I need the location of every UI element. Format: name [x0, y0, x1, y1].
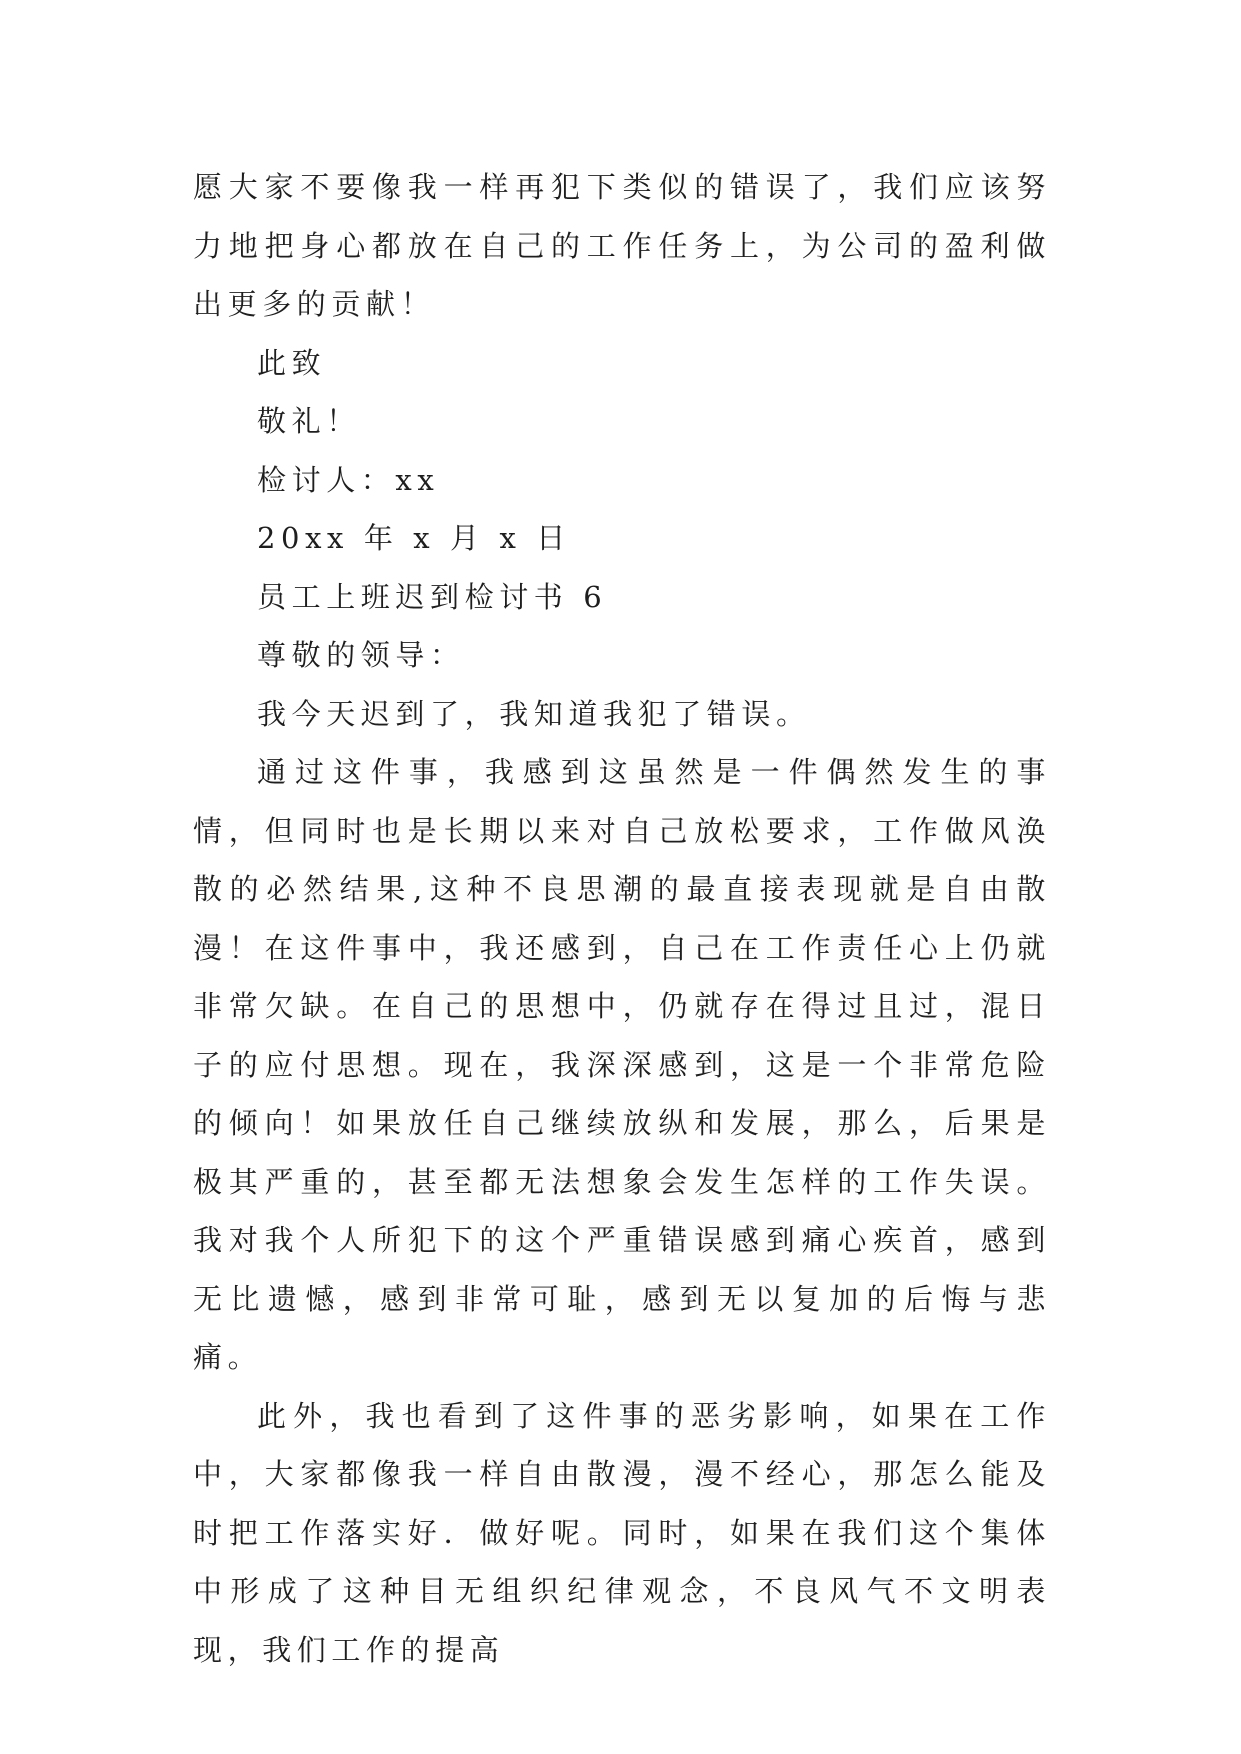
signature-line: 检讨人：xx	[257, 462, 440, 497]
date-line: 20xx 年 x 月 x 日	[257, 521, 571, 555]
paragraph-admission: 我今天迟到了，我知道我犯了错误。	[257, 696, 811, 731]
paragraph-reflection: 通过这件事，我感到这虽然是一件偶然发生的事情，但同时也是长期以来对自己放松要求，工作做风涣散的必然结果,这种不良思潮的最直接表现就是自由散漫！在这件事中，我还感到，自己在工作责任心上仍就非常欠缺。在自己的思想中，仍就存在得过且过，混日子的应付思想。现在，我深深感到，这是一个非常危险的倾向！如果放任自己继续放纵和发展，那么，后果是极其严重的，甚至都无法想象会发生怎样的工作失误。我对我个人所犯下的这个严重错误感到痛心疾首，感到无比遗憾，感到非常可耻，感到无以复加的后悔与悲痛。	[193, 755, 1051, 1374]
paragraph-impact: 此外，我也看到了这件事的恶劣影响，如果在工作中，大家都像我一样自由散漫，漫不经心，那怎么能及时把工作落实好．做好呢。同时，如果在我们这个集体中形成了这种目无组织纪律观念，不良风气不文明表现，我们工作的提高	[193, 1398, 1051, 1667]
paragraph-closing-wish: 愿大家不要像我一样再犯下类似的错误了，我们应该努力地把身心都放在自己的工作任务上，为公司的盈利做出更多的贡献！	[193, 170, 1051, 321]
section-title: 员工上班迟到检讨书 6	[257, 579, 608, 614]
salutation-jing-li: 敬礼！	[257, 404, 361, 438]
greeting-line: 尊敬的领导：	[257, 638, 465, 672]
document-body	[193, 158, 1051, 1679]
salutation-ci-zhi: 此致	[257, 345, 327, 380]
